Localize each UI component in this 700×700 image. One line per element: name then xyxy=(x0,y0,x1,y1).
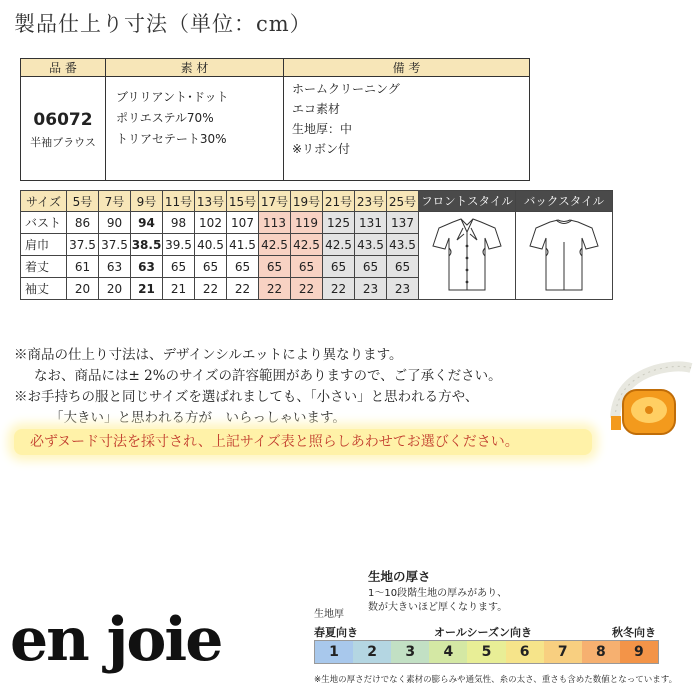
back-style-image xyxy=(516,212,613,300)
note-text: 「大きい」と思われる方が いらっしゃいます。 xyxy=(50,410,346,426)
thickness-footnote: ※生地の厚さだけでなく素材の膨らみや通気性、糸の太さ、重さも含めた数値となっています。 xyxy=(314,675,678,685)
size-cell: 94 xyxy=(131,212,163,234)
material-line: ブリリアント･ドット xyxy=(116,90,229,104)
size-cell: 98 xyxy=(163,212,195,234)
blouse-back-icon xyxy=(516,212,612,296)
material-line: ポリエステル70% xyxy=(116,111,214,125)
size-cell: 113 xyxy=(259,212,291,234)
thickness-bar xyxy=(314,640,659,664)
label-autumn-winter: 秋冬向き xyxy=(612,626,656,639)
thickness-level: 7 xyxy=(544,641,582,663)
thickness-level: 2 xyxy=(353,641,391,663)
brand-logo: en joie xyxy=(10,605,222,675)
note-text: ※お手持ちの服と同じサイズを選ばれましても、「小さい」と思われる方や、 xyxy=(14,389,479,405)
material-line: トリアセテート30% xyxy=(116,132,227,146)
size-cell: 102 xyxy=(195,212,227,234)
size-cell: 39.5 xyxy=(163,234,195,256)
note-text: ※商品の仕上り寸法は、デザインシルエットにより異なります。 xyxy=(14,347,403,363)
size-header: 13号 xyxy=(195,191,227,212)
size-cell: 119 xyxy=(291,212,323,234)
size-cell: 90 xyxy=(99,212,131,234)
size-corner-header: サイズ xyxy=(21,191,67,212)
size-cell: 21 xyxy=(131,278,163,300)
thickness-level: 1 xyxy=(315,641,353,663)
row-label-length: 着丈 xyxy=(21,256,67,278)
size-header: 25号 xyxy=(387,191,419,212)
size-header: 5号 xyxy=(67,191,99,212)
size-cell: 131 xyxy=(355,212,387,234)
size-header: 23号 xyxy=(355,191,387,212)
size-header: 11号 xyxy=(163,191,195,212)
size-cell: 65 xyxy=(387,256,419,278)
size-cell: 22 xyxy=(227,278,259,300)
product-info-table xyxy=(20,58,530,181)
size-cell: 41.5 xyxy=(227,234,259,256)
thickness-level: 8 xyxy=(582,641,620,663)
size-cell: 65 xyxy=(227,256,259,278)
highlight-note: 必ずヌード寸法を採寸され、上記サイズ表と照らしあわせてお選びください。 xyxy=(30,434,519,450)
size-cell: 107 xyxy=(227,212,259,234)
code-cell xyxy=(21,77,106,181)
size-cell: 37.5 xyxy=(67,234,99,256)
thickness-title: 生地の厚さ xyxy=(368,569,431,584)
row-label-shoulder: 肩巾 xyxy=(21,234,67,256)
size-cell: 37.5 xyxy=(99,234,131,256)
size-cell: 20 xyxy=(67,278,99,300)
back-style-header: バックスタイル xyxy=(516,191,613,212)
row-label-bust: バスト xyxy=(21,212,67,234)
label-spring-summer: 春夏向き xyxy=(314,626,358,639)
notes-cell xyxy=(284,77,530,181)
header-code: 品 番 xyxy=(21,59,106,77)
product-kind: 半袖ブラウス xyxy=(30,135,96,149)
size-cell: 22 xyxy=(195,278,227,300)
thickness-level: 5 xyxy=(467,641,505,663)
size-cell: 43.5 xyxy=(387,234,419,256)
note-text: なお、商品には± 2%のサイズの許容範囲がありますので、ご了承ください。 xyxy=(34,368,502,384)
size-cell: 65 xyxy=(291,256,323,278)
size-cell: 63 xyxy=(131,256,163,278)
size-cell: 42.5 xyxy=(291,234,323,256)
thickness-level: 9 xyxy=(620,641,658,663)
note-line: 生地厚：中 xyxy=(292,122,353,136)
size-cell: 65 xyxy=(355,256,387,278)
size-cell: 20 xyxy=(99,278,131,300)
thickness-desc-line: 1～10段階生地の厚みがあり、 xyxy=(368,588,508,599)
size-header: 21号 xyxy=(323,191,355,212)
measuring-tape-icon xyxy=(605,360,695,440)
size-table xyxy=(20,190,613,300)
header-notes: 備 考 xyxy=(284,59,530,77)
size-header: 15号 xyxy=(227,191,259,212)
size-cell: 21 xyxy=(163,278,195,300)
note-line: ※リボン付 xyxy=(292,142,351,156)
size-cell: 65 xyxy=(195,256,227,278)
size-cell: 63 xyxy=(99,256,131,278)
size-cell: 43.5 xyxy=(355,234,387,256)
size-header: 9号 xyxy=(131,191,163,212)
note-line: ホームクリーニング xyxy=(292,82,400,96)
header-material: 素 材 xyxy=(106,59,284,77)
blouse-front-icon xyxy=(419,212,515,296)
thickness-desc-line: 数が大きいほど厚くなります。 xyxy=(368,602,508,613)
size-header: 17号 xyxy=(259,191,291,212)
thickness-level: 6 xyxy=(506,641,544,663)
page-title: 製品仕上り寸法（単位：cm） xyxy=(14,12,312,36)
size-cell: 23 xyxy=(355,278,387,300)
thickness-axis-label: 生地厚 xyxy=(314,609,344,620)
fabric-thickness-scale xyxy=(312,567,700,700)
size-cell: 22 xyxy=(323,278,355,300)
material-cell xyxy=(106,77,284,181)
size-header: 7号 xyxy=(99,191,131,212)
size-cell: 22 xyxy=(259,278,291,300)
size-cell: 42.5 xyxy=(259,234,291,256)
size-cell: 22 xyxy=(291,278,323,300)
size-cell: 86 xyxy=(67,212,99,234)
label-all-season: オールシーズン向き xyxy=(434,626,532,639)
size-cell: 65 xyxy=(259,256,291,278)
note-line: エコ素材 xyxy=(292,102,341,116)
thickness-level: 3 xyxy=(391,641,429,663)
size-notes xyxy=(14,345,502,429)
size-header: 19号 xyxy=(291,191,323,212)
front-style-header: フロントスタイル xyxy=(419,191,516,212)
row-label-sleeve: 袖丈 xyxy=(21,278,67,300)
size-cell: 40.5 xyxy=(195,234,227,256)
size-cell: 42.5 xyxy=(323,234,355,256)
front-style-image xyxy=(419,212,516,300)
size-cell: 23 xyxy=(387,278,419,300)
size-cell: 125 xyxy=(323,212,355,234)
size-cell: 65 xyxy=(323,256,355,278)
size-cell: 137 xyxy=(387,212,419,234)
size-cell: 65 xyxy=(163,256,195,278)
product-code: 06072 xyxy=(33,109,93,130)
thickness-level: 4 xyxy=(429,641,467,663)
thickness-description xyxy=(368,587,507,615)
size-cell: 61 xyxy=(67,256,99,278)
size-cell: 38.5 xyxy=(131,234,163,256)
